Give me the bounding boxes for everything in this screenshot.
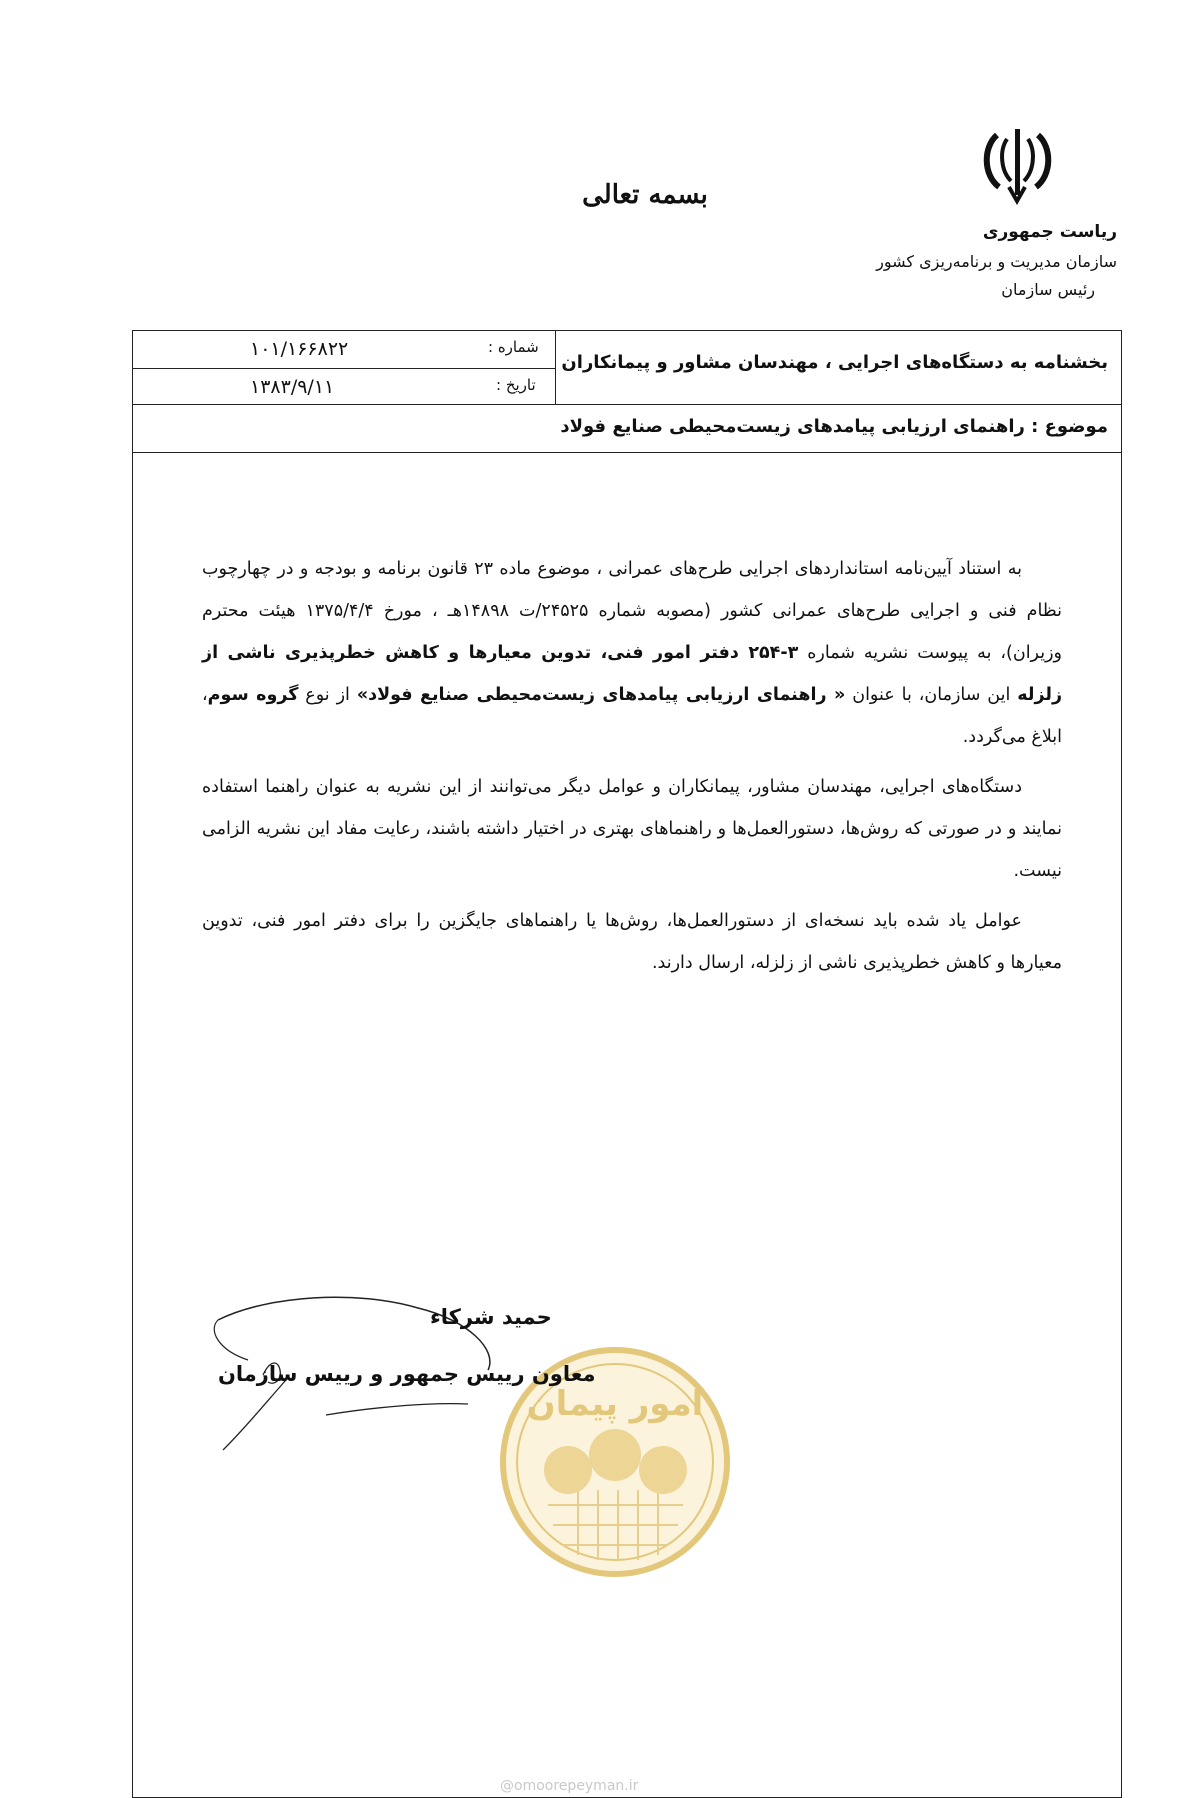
meta-column-divider [555,330,556,405]
watermark-text: @omoorepeyman.ir [500,1778,639,1794]
office-label: رئیس سازمان [1001,280,1095,299]
date-label: تاریخ : [496,376,536,394]
signatory-title: معاون رییس جمهور و رییس سازمان [218,1362,596,1386]
organization-label: سازمان مدیریت و برنامه‌ریزی کشور [876,252,1117,271]
number-value: ۱۰۱/۱۶۶۸۲۲ [250,338,349,360]
body-paragraph-3: عوامل یاد شده باید نسخه‌ای از دستورالعمل‌ها، روش‌ها یا راهنماهای جایگزین را برای دفتر امور فنی، تدوین معیارها و کاهش خطرپذیری ناشی از زلزله، ارسال دارند. [202,911,1062,973]
body-paragraph-2: دستگاه‌های اجرایی، مهندسان مشاور، پیمانکاران و عوامل دیگر می‌توانند از این نشریه به عنوان راهنما استفاده نمایند و در صورتی که روش‌ها، دستورالعمل‌ها و راهنماهای بهتری در اختیار داشته باشند، رعایت مفاد این نشریه الزامی نیست. [202,777,1062,881]
subject-line: موضوع : راهنمای ارزیابی پیامدهای زیست‌محیطی صنایع فولاد [560,416,1108,437]
authority-label: ریاست جمهوری [982,222,1117,242]
iran-emblem-icon [975,125,1060,205]
date-value: ۱۳۸۳/۹/۱۱ [250,376,335,398]
bismillah-heading: بسمه تعالی [582,180,708,210]
signatory-name: حمید شرکاء [430,1305,552,1329]
body-paragraph-1: به استناد آیین‌نامه استانداردهای اجرایی طرح‌های عمرانی ، موضوع ماده ۲۳ قانون برنامه و بودجه و در چهارچوب نظام فنی و اجرایی طرح‌های عمرانی کشور (مصوبه شماره ۲۴۵۲۵/ت ۱۴۸۹۸هـ ، مورخ ۱۳۷۵/۴/۴ هیئت محترم وزیران)، به پیوست نشریه شماره ۳-۲۵۴ دفتر امور فنی، تدوین معیارها و کاهش خطرپذیری ناشی از زلزله این سازمان، با عنوان « راهنمای ارزیابی پیامدهای زیست‌محیطی صنایع فولاد» از نوع گروه سوم، ابلاغ می‌گردد. [202,559,1063,747]
svg-text:امور پیمان: امور پیمان [526,1384,704,1424]
circular-recipients: بخشنامه به دستگاه‌های اجرایی ، مهندسان مشاور و پیمانکاران [561,352,1108,373]
number-label: شماره : [488,338,539,356]
letter-body [202,548,1062,992]
meta-cell-divider [132,368,555,369]
